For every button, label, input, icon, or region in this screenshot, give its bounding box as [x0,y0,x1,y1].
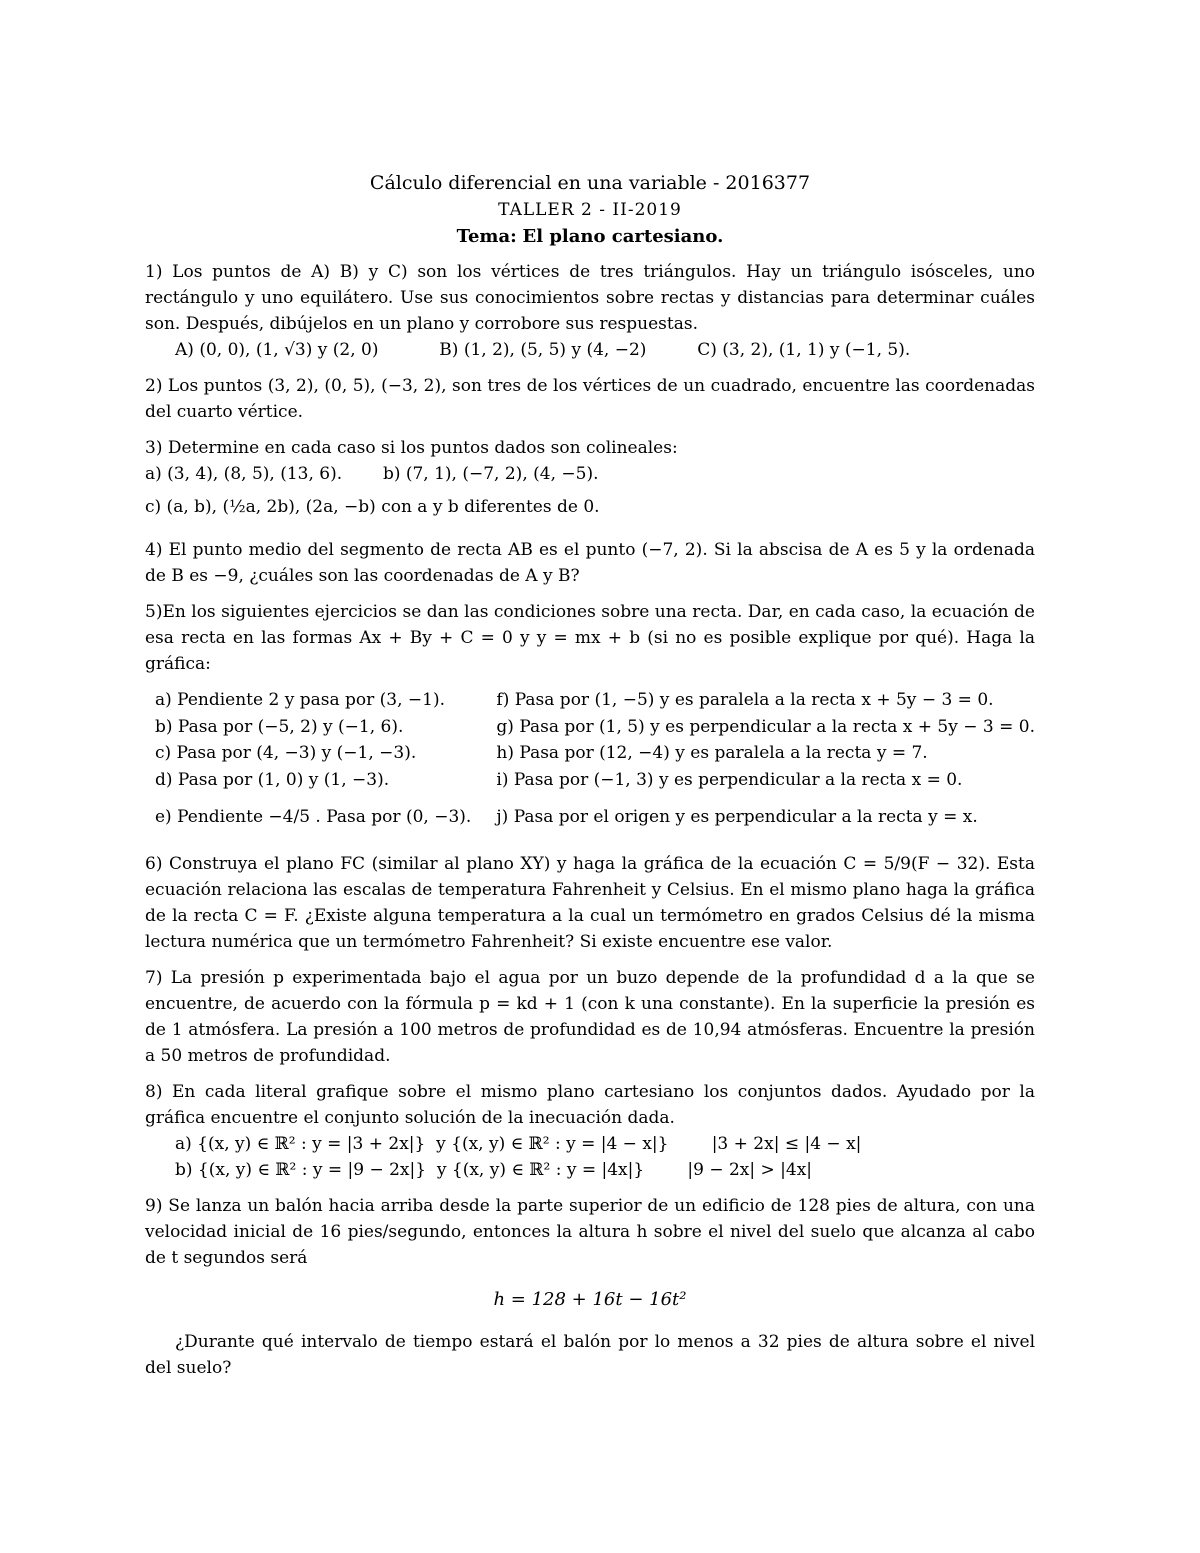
exercise-5-item: a) Pendiente 2 y pasa por (3, −1). [155,690,445,710]
exercise-9: 9) Se lanza un balón hacia arriba desde la parte superior de un edificio de 128 pies de altura, con una velocidad inicial de 16 pies/segundo, entonces la altura h sobre el nivel del suelo que alcanza al cabo de t segundos será [145,1196,1035,1268]
exercise-2: 2) Los puntos (3, 2), (0, 5), (−3, 2), son tres de los vértices de un cuadrado, encuentre las coordenadas del cuarto vértice. [145,376,1035,422]
exercise-3-c: c) (a, b), (½a, 2b), (2a, −b) con a y b diferentes de 0. [145,497,600,517]
exercise-8-a: a) {(x, y) ∈ ℝ² : y = |3 + 2x|} y {(x, y) ∈ ℝ² : y = |4 − x|} |3 + 2x| ≤ |4 − x| [175,1134,862,1154]
exercise-3-ab [145,461,1035,487]
exercise-5-item: c) Pasa por (4, −3) y (−1, −3). [155,743,417,763]
exercise-5-item: e) Pendiente −4/5 . Pasa por (0, −3). [155,807,472,827]
exercise-5-item: b) Pasa por (−5, 2) y (−1, 6). [155,716,404,737]
exercise-6: 6) Construya el plano FC (similar al plano XY) y haga la gráfica de la ecuación C = 5/9(F − 32). Esta ecuación relaciona las escalas de temperatura Fahrenheit y Celsius. En el mismo plano haga la gráfica de la recta C = F. ¿Existe alguna temperatura a la cual un termómetro en grados Celsius dé la misma lectura numérica que un termómetro Fahrenheit? Si existe encuentre ese valor. [145,854,1035,952]
tema-line [145,223,1035,251]
header [145,170,1035,251]
exercise-8 [145,1079,1035,1183]
exercise-3-title: 3) Determine en cada caso si los puntos dados son colineales: [145,438,678,458]
option-b: B) (1, 2), (5, 5) y (4, −2) [439,340,647,360]
exercise-5-item: j) Pasa por el origen y es perpendicular a la recta y = x. [496,807,978,827]
exercise-1-options [145,337,1035,363]
exercise-4: 4) El punto medio del segmento de recta AB es el punto (−7, 2). Si la abscisa de A es 5 y la ordenada de B es −9, ¿cuáles son las coordenadas de A y B? [145,540,1035,586]
tema-label: Tema: [456,226,517,247]
exercise-8-b: b) {(x, y) ∈ ℝ² : y = |9 − 2x|} y {(x, y) ∈ ℝ² : y = |4x|} |9 − 2x| > |4x| [175,1160,813,1180]
tema-title: El plano cartesiano. [522,226,724,247]
exercise-5-item: h) Pasa por (12, −4) y es paralela a la recta y = 7. [496,743,928,763]
course-title: Cálculo diferencial en una variable - 2016377 [369,172,811,194]
exercise-5-left-column [155,687,496,841]
exercise-3-a: a) (3, 4), (8, 5), (13, 6). [145,464,343,484]
exercise-8-text: 8) En cada literal grafique sobre el mismo plano cartesiano los conjuntos dados. Ayudado por la gráfica encuentre el conjunto solución de la inecuación dada. [145,1082,1035,1128]
option-c: C) (3, 2), (1, 1) y (−1, 5). [697,340,911,360]
option-a: A) (0, 0), (1, √3) y (2, 0) [175,340,379,360]
taller-subtitle: TALLER 2 - II-2019 [498,200,682,220]
exercise-5-right-column [496,687,1035,841]
exercise-5-item: f) Pasa por (1, −5) y es paralela a la recta x + 5y − 3 = 0. [496,690,994,710]
exercise-7: 7) La presión p experimentada bajo el agua por un buzo depende de la profundidad d a la que se encuentre, de acuerdo con la fórmula p = kd + 1 (con k una constante). En la superficie la presión es de 1 atmósfera. La presión a 100 metros de profundidad es de 10,94 atmósferas. Encuentre la presión a 50 metros de profundidad. [145,968,1035,1066]
document-page [145,170,1035,1391]
exercise-3-b: b) (7, 1), (−7, 2), (4, −5). [382,464,599,484]
exercise-9-formula: h = 128 + 16t − 16t² [493,1289,687,1310]
exercise-5-item: i) Pasa por (−1, 3) y es perpendicular a la recta x = 0. [496,769,963,790]
exercise-5-item: g) Pasa por (1, 5) y es perpendicular a la recta x + 5y − 3 = 0. [496,716,1035,737]
exercise-5-item: d) Pasa por (1, 0) y (1, −3). [155,769,390,790]
exercise-5: 5)En los siguientes ejercicios se dan las condiciones sobre una recta. Dar, en cada caso, la ecuación de esa recta en las formas Ax + By + C = 0 y y = mx + b (si no es posible explique por qué). Haga la gráfica: [145,602,1035,674]
exercise-5-items [155,687,1035,841]
exercise-9-question: ¿Durante qué intervalo de tiempo estará el balón por lo menos a 32 pies de altura sobre el nivel del suelo? [145,1332,1035,1378]
exercise-1: 1) Los puntos de A) B) y C) son los vértices de tres triángulos. Hay un triángulo isósceles, uno rectángulo y uno equilátero. Use sus conocimientos sobre rectas y distancias para determinar cuáles son. Después, dibújelos en un plano y corrobore sus respuestas. [145,262,1035,334]
exercise-3 [145,435,1035,527]
